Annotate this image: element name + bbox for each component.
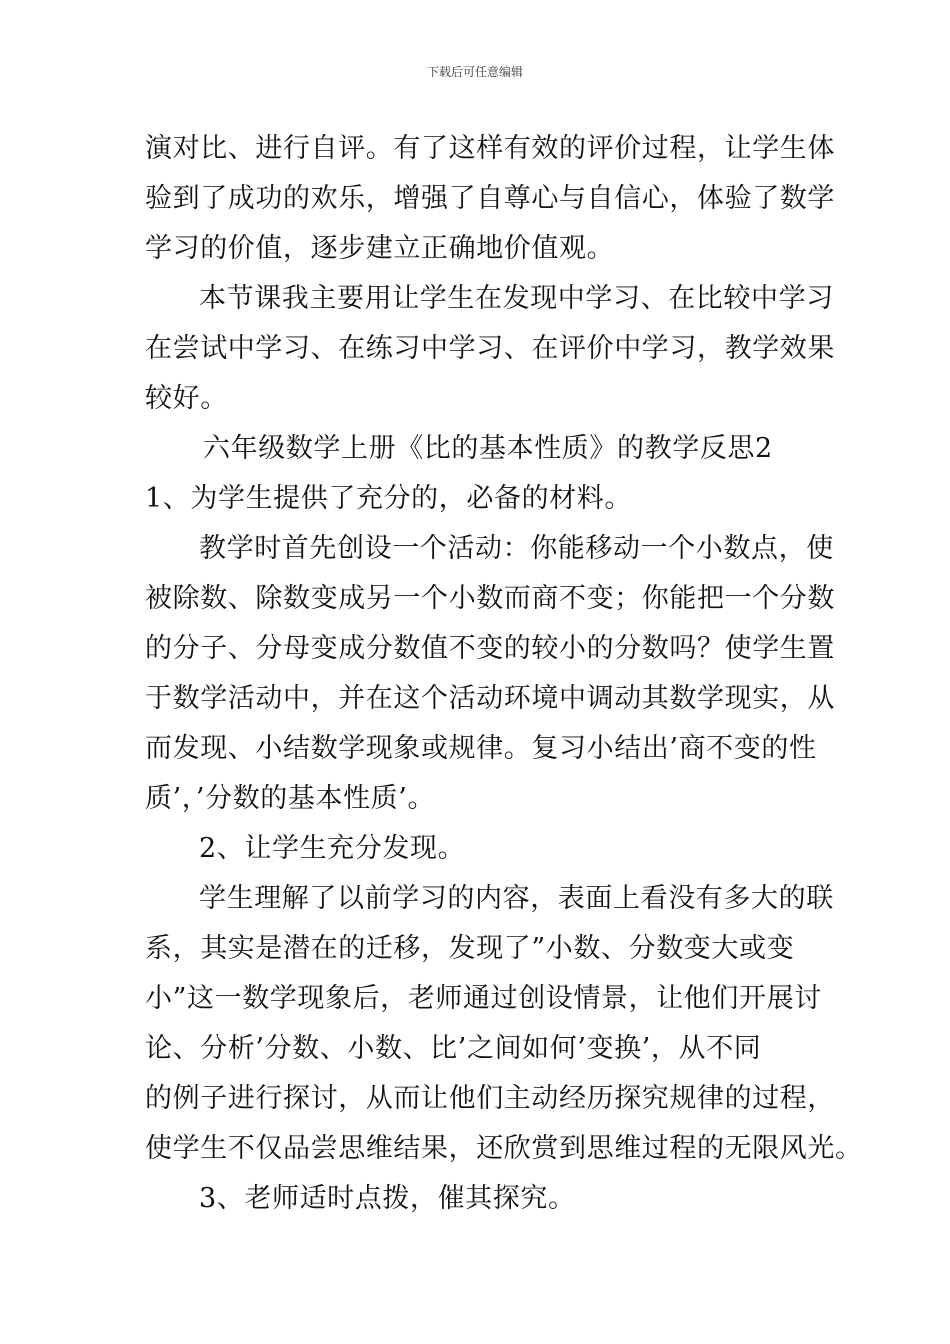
text-line: 的例子进行探讨，从而让他们主动经历探究规律的过程， [145,1083,835,1114]
text-line: 教学时首先创设一个活动：你能移动一个小数点，使 [199,533,834,564]
text-line: 质’，’分数的基本性质’。 [145,783,436,814]
text-line: 的分子、分母变成分数值不变的较小的分数吗？使学生置 [145,633,835,664]
section-title: 六年级数学上册《比的基本性质》的教学反思2 [203,433,773,464]
text-line: 系，其实是潜在的迁移，发现了”小数、分数变大或变 [145,933,795,964]
text-line: 演对比、进行自评。有了这样有效的评价过程，让学生体 [145,133,835,164]
page-header: 下载后可任意编辑 [426,65,523,79]
text-line: 2、让学生充分发现。 [199,833,466,864]
text-line: 3、老师适时点拨，催其探究。 [199,1183,576,1214]
text-line: 本节课我主要用让学生在发现中学习、在比较中学习 [199,283,834,314]
text-line: 于数学活动中，并在这个活动环境中调动其数学现实，从 [145,683,835,714]
text-line: 学习的价值，逐步建立正确地价值观。 [145,233,615,264]
text-line: 学生理解了以前学习的内容，表面上看没有多大的联 [199,883,834,914]
text-line: 而发现、小结数学现象或规律。复习小结出’商不变的性 [145,733,817,764]
text-line: 使学生不仅品尝思维结果，还欣赏到思维过程的无限风光。 [145,1133,863,1164]
text-line: 较好。 [145,383,228,414]
text-line: 在尝试中学习、在练习中学习、在评价中学习，教学效果 [145,333,835,364]
text-line: 验到了成功的欢乐，增强了自尊心与自信心，体验了数学 [145,183,835,214]
text-line: 小”这一数学现象后，老师通过创设情景，让他们开展讨 [145,983,822,1014]
text-line: 1、为学生提供了充分的，必备的材料。 [145,483,632,514]
text-line: 论、分析’分数、小数、比’之间如何’变换’，从不同 [145,1033,762,1064]
text-line: 被除数、除数变成另一个小数而商不变；你能把一个分数 [145,583,835,614]
